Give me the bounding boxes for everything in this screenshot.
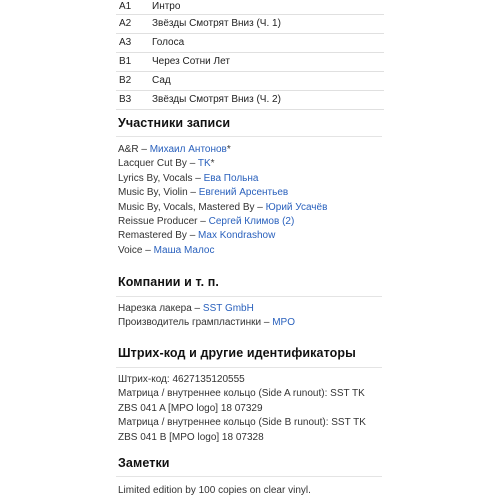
credit-item <box>118 229 327 243</box>
identifier-line: ZBS 041 B [MPO logo] 18 07328 <box>118 431 264 443</box>
companies-list <box>118 302 295 331</box>
credit-role: Music By, Vocals, Mastered By – <box>118 201 266 213</box>
track-row <box>116 72 384 91</box>
track-row <box>116 91 384 110</box>
company-role: Производитель грампластинки – <box>118 317 273 329</box>
track-row <box>116 0 384 15</box>
notes-heading: Заметки <box>118 456 170 470</box>
credit-role: Voice – <box>118 244 154 256</box>
credit-artist-link[interactable]: Юрий Усачёв <box>265 201 328 213</box>
credit-role: A&R – <box>118 144 150 155</box>
credit-item <box>118 215 327 229</box>
credit-item <box>118 157 327 171</box>
track-title: Сад <box>152 75 171 86</box>
track-position: B3 <box>119 94 132 105</box>
identifier-line: Штрих-код: 4627135120555 <box>118 374 245 385</box>
company-link[interactable]: MPO <box>272 317 295 329</box>
notes-body <box>118 484 311 498</box>
credit-item <box>118 201 327 215</box>
credit-item <box>118 244 327 258</box>
credit-suffix: * <box>226 144 231 155</box>
identifiers-heading: Штрих-код и другие идентификаторы <box>118 346 356 360</box>
credit-item <box>118 172 327 186</box>
company-role: Нарезка лакера – <box>118 303 203 314</box>
credit-suffix: * <box>210 158 215 170</box>
company-link[interactable]: SST GmbH <box>202 303 254 314</box>
credits-heading: Участники записи <box>118 116 231 130</box>
credit-role: Lacquer Cut By – <box>118 158 198 170</box>
divider <box>116 296 382 297</box>
track-position: A1 <box>119 1 132 12</box>
credit-role: Remastered By – <box>118 230 199 242</box>
divider <box>116 476 382 477</box>
track-title: Голоса <box>152 37 185 48</box>
credit-artist-link[interactable]: Михаил Антонов <box>149 144 227 155</box>
notes-text: Limited edition by 100 copies on clear vinyl. <box>118 485 311 496</box>
track-row <box>116 15 384 34</box>
identifier-line: ZBS 041 A [MPO logo] 18 07329 <box>118 402 263 414</box>
divider <box>116 136 382 137</box>
track-row <box>116 53 384 72</box>
credit-role: Lyrics By, Vocals – <box>118 172 204 184</box>
track-row <box>116 34 384 53</box>
credit-artist-link[interactable]: Маша Малос <box>153 244 215 256</box>
credit-artist-link[interactable]: TK <box>197 158 211 170</box>
divider <box>116 367 382 368</box>
identifier-line: Матрица / внутреннее кольцо (Side A runout): SST TK <box>118 388 365 400</box>
track-title: Через Сотни Лет <box>152 56 230 67</box>
tracklist <box>116 0 384 110</box>
credit-artist-link[interactable]: Max Kondrashow <box>198 230 276 242</box>
track-title: Звёзды Смотрят Вниз (Ч. 1) <box>152 18 281 29</box>
credits-list <box>118 143 327 258</box>
track-title: Звёзды Смотрят Вниз (Ч. 2) <box>152 94 281 105</box>
company-item <box>118 302 295 316</box>
credit-item <box>118 186 327 200</box>
companies-heading: Компании и т. п. <box>118 275 219 289</box>
credit-item <box>118 143 327 157</box>
company-item <box>118 316 295 330</box>
track-position: A2 <box>119 18 132 29</box>
credit-role: Reissue Producer – <box>118 215 209 227</box>
track-position: A3 <box>119 37 132 48</box>
track-position: B1 <box>119 56 132 67</box>
credit-artist-link[interactable]: Евгений Арсентьев <box>198 187 289 199</box>
identifiers-list <box>118 373 388 445</box>
track-position: B2 <box>119 75 132 86</box>
track-title: Интро <box>152 1 181 12</box>
credit-artist-link[interactable]: Сергей Климов (2) <box>208 215 295 227</box>
credit-role: Music By, Violin – <box>118 187 199 199</box>
identifier-line: Матрица / внутреннее кольцо (Side B runout): SST TK <box>118 417 366 429</box>
credit-artist-link[interactable]: Ева Польна <box>203 172 259 184</box>
